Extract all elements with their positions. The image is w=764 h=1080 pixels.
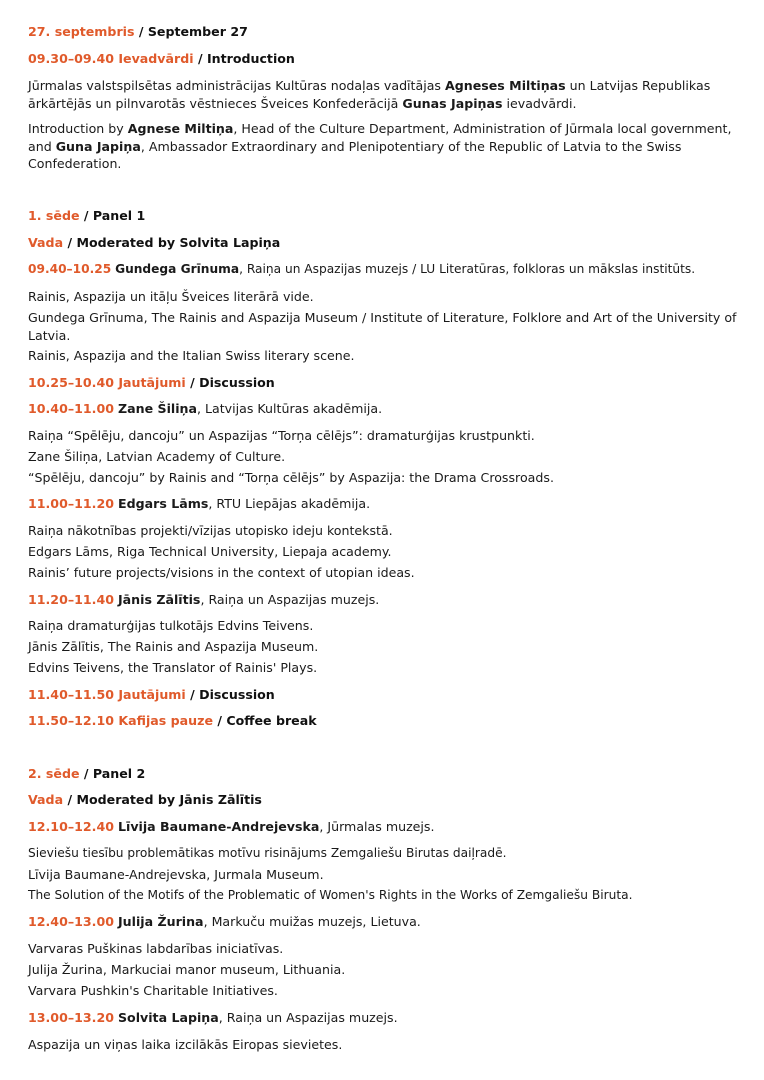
separator: /: [79, 766, 93, 781]
panel2-moderator: [28, 791, 744, 809]
panel2-title-lv: 2. sēde: [28, 766, 80, 781]
panel1-moderator: [28, 234, 744, 252]
panel1-title-en: Panel 1: [92, 208, 146, 223]
discussion-heading: [28, 686, 744, 704]
separator: /: [134, 24, 148, 39]
intro-lv-text: un Latvijas Republikas ārkārtējās un pilnvarotās vēstnieces Šveices Konfederācijā: [28, 78, 711, 111]
talk-title-lv: Rainis, Aspazija un itāļu Šveices literārā vide.: [28, 289, 314, 304]
speaker-name: Jānis Zālītis: [117, 592, 201, 607]
talk-heading: [28, 400, 744, 418]
separator: /: [185, 375, 200, 390]
talk-title-lv: Varvaras Puškinas labdarības iniciatīvas.: [28, 941, 284, 956]
discussion-en: Discussion: [199, 375, 275, 390]
talk-heading: [28, 261, 744, 279]
speaker-affiliation: , Latvijas Kultūras akadēmija.: [197, 401, 383, 416]
speaker-affiliation: , Jūrmalas muzejs.: [319, 819, 435, 834]
intro-en-text: Introduction by: [28, 121, 128, 136]
moderator-lv: Vada: [28, 792, 64, 807]
speaker-affiliation: , RTU Liepājas akadēmija.: [208, 496, 371, 511]
speaker-name: Edgars Lāms: [117, 496, 209, 511]
talk-time: 09.40–10.25: [28, 262, 112, 276]
speaker-line-en: Julija Žurina, Markuciai manor museum, Lithuania.: [28, 962, 346, 977]
coffee-break-time: 11.50–12.10 Kafijas pauze: [28, 713, 213, 728]
talk-title-lv: Raiņa “Spēlēju, dancoju” un Aspazijas “Torņa cēlējs”: dramaturģijas krustpunkti.: [28, 428, 535, 443]
intro-en-text: , Head of the Culture Department, Administration of Jūrmala local government, and: [28, 121, 732, 154]
talk-heading: [28, 591, 744, 609]
intro-heading: [28, 50, 744, 68]
talk-title-en: The Solution of the Motifs of the Problematic of Women's Rights in the Works of Zemgaliešu Biruta.: [28, 888, 633, 902]
intro-en: Introduction: [206, 51, 295, 66]
day-lv: 27. septembris: [28, 24, 135, 39]
discussion-time: 10.25–10.40 Jautājumi: [28, 375, 186, 390]
intro-lv-name-2: Gunas Japiņas: [402, 95, 503, 111]
speaker-line-en: Zane Šiliņa, Latvian Academy of Culture.: [28, 449, 286, 464]
talk-title-lv: Aspazija un viņas laika izcilākās Eiropas sievietes.: [28, 1037, 343, 1052]
speaker-line-en: Līvija Baumane-Andrejevska, Jurmala Museum.: [28, 867, 324, 882]
separator: /: [63, 792, 77, 807]
talk-title-lv: Raiņa dramaturģijas tulkotājs Edvins Teivens.: [28, 618, 314, 633]
coffee-break-heading: [28, 712, 744, 730]
panel2-title-en: Panel 2: [92, 766, 146, 781]
discussion-en: Discussion: [199, 687, 275, 702]
intro-paragraph-lv: [28, 77, 744, 112]
speaker-name: Julija Žurina: [117, 914, 204, 929]
intro-lv-text: ievadvārdi.: [502, 95, 577, 111]
talk-time: 11.00–11.20: [28, 496, 114, 511]
separator: /: [185, 687, 200, 702]
talk-time: 11.20–11.40: [28, 592, 114, 607]
moderator-en: Moderated by Jānis Zālītis: [76, 792, 262, 807]
speaker-name: Gundega Grīnuma: [115, 262, 240, 276]
speaker-name: Līvija Baumane-Andrejevska: [117, 819, 320, 834]
moderator-lv: Vada: [28, 235, 64, 250]
intro-lv-text: Jūrmalas valstspilsētas administrācijas Kultūras nodaļas vadītājas: [28, 78, 445, 93]
talk-heading: [28, 495, 744, 513]
discussion-time: 11.40–11.50 Jautājumi: [28, 687, 186, 702]
talk-heading: [28, 1009, 744, 1027]
intro-en-text: , Ambassador Extraordinary and Plenipotentiary of the Republic of Latvia to the Swiss Confederation.: [28, 138, 682, 171]
speaker-name: Solvita Lapiņa: [117, 1010, 219, 1025]
speaker-affiliation: , Raiņa un Aspazijas muzejs.: [218, 1010, 398, 1025]
separator: /: [213, 713, 227, 728]
panel1-heading: [28, 207, 744, 225]
intro-lv-name-1: Agneses Miltiņas: [445, 78, 566, 93]
talk-time: 12.40–13.00: [28, 914, 114, 929]
intro-time: 09.30–09.40 Ievadvārdi: [28, 51, 194, 66]
talk-time: 12.10–12.40: [28, 819, 114, 834]
intro-en-name-2: Guna Japiņa: [55, 138, 141, 154]
separator: /: [193, 51, 207, 66]
talk-title-lv: Sieviešu tiesību problemātikas motīvu risinājums Zemgaliešu Birutas daiļradē.: [28, 846, 507, 860]
speaker-line-en: Jānis Zālītis, The Rainis and Aspazija Museum.: [28, 639, 319, 654]
day-heading: [28, 23, 744, 41]
speaker-name: Zane Šiliņa: [117, 401, 197, 416]
day-en: September 27: [147, 24, 248, 39]
panel1-title-lv: 1. sēde: [28, 208, 80, 223]
panel2-heading: [28, 765, 744, 783]
talk-heading: [28, 913, 744, 931]
speaker-affiliation: , Markuču muižas muzejs, Lietuva.: [203, 914, 421, 929]
speaker-line-en: Gundega Grīnuma, The Rainis and Aspazija Museum / Institute of Literature, Folklore and Art of the University of Latvia.: [28, 310, 737, 343]
discussion-heading: [28, 374, 744, 392]
intro-paragraph-en: [28, 120, 744, 173]
talk-title-en: Edvins Teivens, the Translator of Rainis' Plays.: [28, 660, 318, 675]
coffee-break-en: Coffee break: [226, 713, 317, 728]
talk-time: 10.40–11.00: [28, 401, 114, 416]
intro-en-name-1: Agnese Miltiņa: [127, 121, 234, 136]
moderator-en: Moderated by Solvita Lapiņa: [76, 235, 281, 250]
talk-time: 13.00–13.20: [28, 1010, 114, 1025]
speaker-line-en: Edgars Lāms, Riga Technical University, Liepaja academy.: [28, 544, 392, 559]
separator: /: [79, 208, 93, 223]
talk-title-en: Rainis’ future projects/visions in the context of utopian ideas.: [28, 565, 415, 580]
talk-title-en: Varvara Pushkin's Charitable Initiatives.: [28, 983, 278, 998]
talk-title-lv: Raiņa nākotnības projekti/vīzijas utopisko ideju kontekstā.: [28, 523, 393, 538]
separator: /: [63, 235, 77, 250]
speaker-affiliation: , Raiņa un Aspazijas muzejs.: [200, 592, 380, 607]
talk-title-en: “Spēlēju, dancoju” by Rainis and “Torņa cēlējs” by Aspazija: the Drama Crossroads.: [28, 470, 554, 485]
talk-title-en: Rainis, Aspazija and the Italian Swiss literary scene.: [28, 348, 355, 363]
speaker-affiliation: , Raiņa un Aspazijas muzejs / LU Literatūras, folkloras un mākslas institūts.: [239, 262, 696, 276]
talk-heading: [28, 818, 744, 836]
